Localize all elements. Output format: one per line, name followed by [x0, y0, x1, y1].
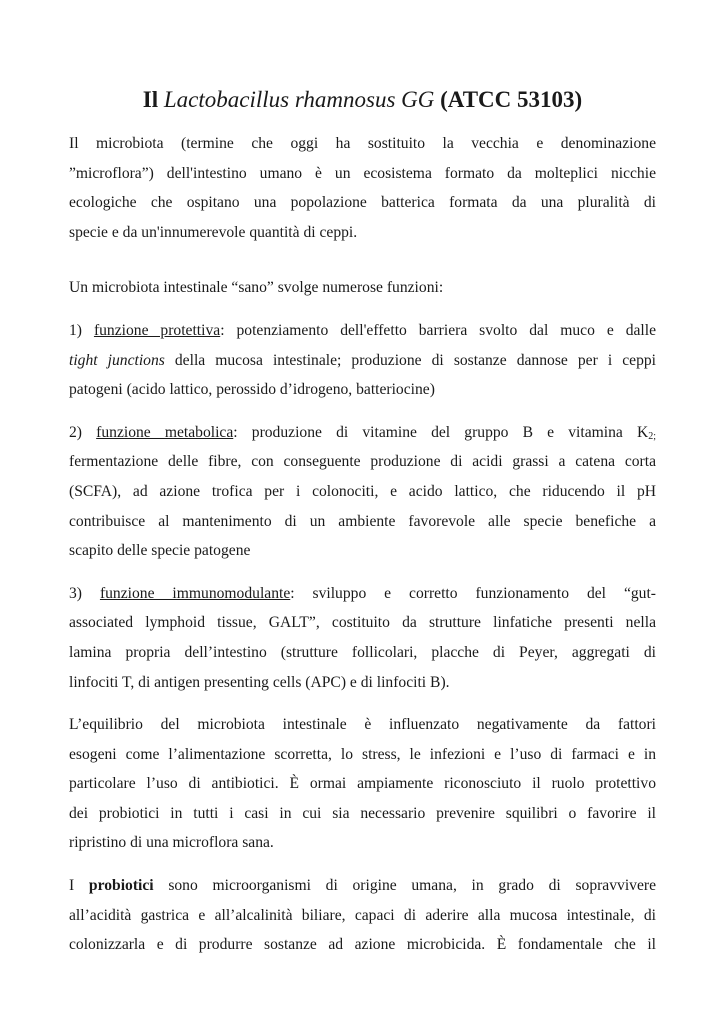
- text-line: ”microflora”) dell'intestino umano è un ecosistema formato da molteplici nicchie: [69, 164, 656, 182]
- text-line: 1) funzione protettiva: potenziamento dell'effetto barriera svolto dal muco e dalle: [69, 321, 656, 339]
- term-tight-junctions: tight junctions: [69, 351, 165, 369]
- text-line: L’equilibrio del microbiota intestinale è influenzato negativamente da fattori: [69, 716, 656, 734]
- text-line: ecologiche che ospitano una popolazione batterica formata da una pluralità di: [69, 194, 656, 212]
- text-line: esogeni come l’alimentazione scorretta, lo stress, le infezioni e l’uso di farmaci e in: [69, 745, 656, 763]
- term-funzione-immunomodulante: funzione immunomodulante: [99, 584, 291, 602]
- text-line: colonizzarla e di produrre sostanze ad azione microbicida. È fondamentale che il: [69, 936, 656, 954]
- text-line: specie e da un'innumerevole quantità di ceppi.: [69, 223, 358, 241]
- term-probiotici: probiotici: [88, 877, 154, 895]
- subscript: 2;: [648, 430, 657, 442]
- title-species: Lactobacillus rhamnosus GG: [163, 87, 435, 112]
- title-prefix: Il: [142, 87, 164, 112]
- paragraph-function-3: [69, 579, 656, 697]
- text-line: (SCFA), ad azione trofica per i colonociti, e acido lattico, che riducendo il pH: [69, 482, 656, 500]
- text-line: 3) funzione immunomodulante: sviluppo e corretto funzionamento del “gut-: [69, 584, 656, 602]
- paragraph-equilibrio: [69, 710, 656, 858]
- text-line: I probiotici sono microorganismi di origine umana, in grado di sopravvivere: [69, 877, 656, 895]
- text-line: all’acidità gastrica e all’alcalinità biliare, capaci di aderire alla mucosa intestinale, di: [69, 906, 656, 924]
- paragraph-function-2: [69, 418, 656, 566]
- text-line: Il microbiota (termine che oggi ha sostituito la vecchia e denominazione: [69, 135, 656, 152]
- text-line: scapito delle specie patogene: [69, 542, 251, 560]
- text-line: particolare l’uso di antibiotici. È ormai ampiamente riconosciuto il ruolo protettivo: [69, 775, 656, 793]
- text-line: fermentazione delle fibre, con conseguente produzione di acidi grassi a catena corta: [69, 453, 656, 471]
- paragraph-function-1: [69, 316, 656, 405]
- text-line: lamina propria dell’intestino (strutture follicolari, placche di Peyer, aggregati di: [69, 643, 656, 661]
- text-line: dei probiotici in tutti i casi in cui sia necessario prevenire squilibri o favorire il: [69, 804, 656, 822]
- title-suffix: (ATCC 53103): [434, 87, 583, 112]
- page-title: [69, 84, 656, 116]
- term-funzione-metabolica: funzione metabolica: [96, 423, 234, 441]
- paragraph-functions-intro: Un microbiota intestinale “sano” svolge numerose funzioni:: [69, 279, 444, 297]
- text-line: patogeni (acido lattico, perossido d’idrogeno, batteriocine): [69, 381, 435, 399]
- document-page: [69, 84, 656, 960]
- text-line: ripristino di una microflora sana.: [69, 834, 274, 852]
- text-line: linfociti T, di antigen presenting cells (APC) e di linfociti B).: [69, 673, 450, 691]
- paragraph-probiotici: [69, 871, 656, 960]
- term-funzione-protettiva: funzione protettiva: [93, 321, 221, 339]
- text-line: tight junctions della mucosa intestinale; produzione di sostanze dannose per i ceppi: [69, 351, 656, 369]
- text-line: contribuisce al mantenimento di un ambiente favorevole alle specie benefiche a: [69, 512, 656, 530]
- text-line: associated lymphoid tissue, GALT”, costituito da strutture linfatiche presenti nella: [69, 614, 656, 632]
- text-line: 2) funzione metabolica: produzione di vitamine del gruppo B e vitamina $K_{2;}$: [69, 423, 657, 442]
